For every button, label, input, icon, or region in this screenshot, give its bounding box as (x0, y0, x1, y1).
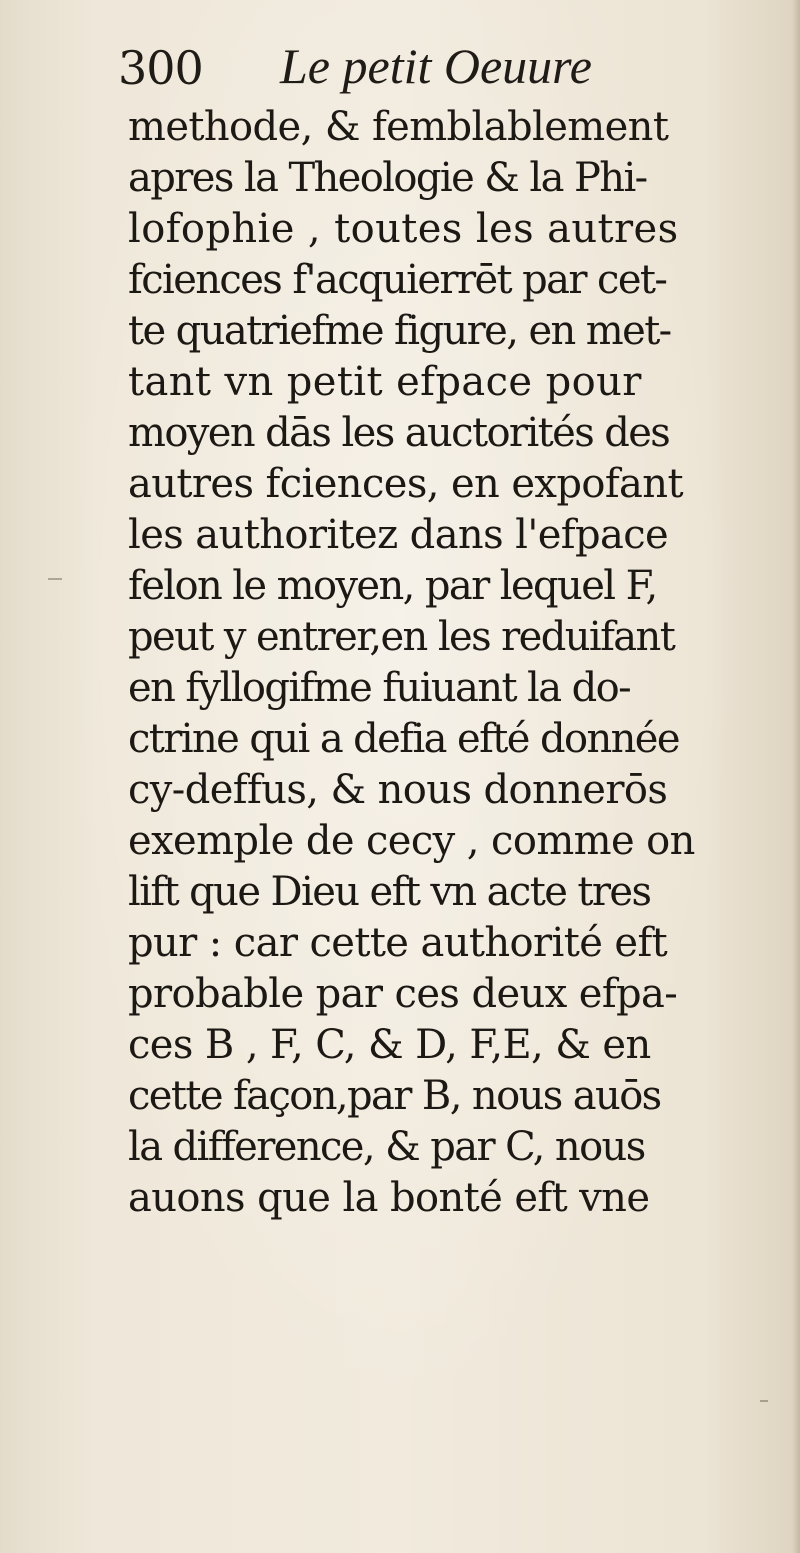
text-line: autres fciences, en expofant (128, 461, 683, 507)
text-line: cy-deffus, & nous donnerōs (128, 767, 668, 813)
body-text (128, 102, 768, 1224)
text-line: auons que la bonté eft vne (128, 1175, 650, 1221)
text-line: cette façon,par B, nous auōs (128, 1073, 661, 1119)
text-line: tant vn petit efpace pour (128, 359, 642, 405)
page-edge-shadow (792, 0, 800, 1553)
text-line: les authoritez dans l'efpace (128, 512, 669, 558)
page-header (118, 36, 758, 100)
text-line: felon le moyen, par lequel F, (128, 563, 657, 609)
text-line: peut y entrer,en les reduifant (128, 614, 675, 660)
paper-speck (760, 1400, 768, 1402)
text-line: lofophie , toutes les autres (128, 206, 679, 252)
text-line: pur : car cette authorité eft (128, 920, 668, 966)
text-line: moyen dās les auctorités des (128, 410, 670, 456)
text-line: exemple de cecy , comme on (128, 818, 695, 864)
text-line: ces B , F, C, & D, F,E, & en (128, 1022, 651, 1068)
text-line: methode, & femblablement (128, 104, 669, 150)
text-line: lift que Dieu eft vn acte tres (128, 869, 651, 915)
text-line: te quatriefme figure, en met- (128, 308, 671, 354)
text-line: en fyllogifme fuiuant la do- (128, 665, 631, 711)
text-line: probable par ces deux efpa- (128, 971, 678, 1017)
text-line: ctrine qui a defia efté donnée (128, 716, 679, 762)
running-title: Le petit Oeuure (280, 38, 592, 94)
page-number: 300 (118, 41, 203, 95)
text-line: la difference, & par C, nous (128, 1124, 645, 1170)
text-line: apres la Theologie & la Phi- (128, 155, 647, 201)
text-line: fciences f'acquierrēt par cet- (128, 257, 667, 303)
paper-speck (48, 578, 62, 580)
